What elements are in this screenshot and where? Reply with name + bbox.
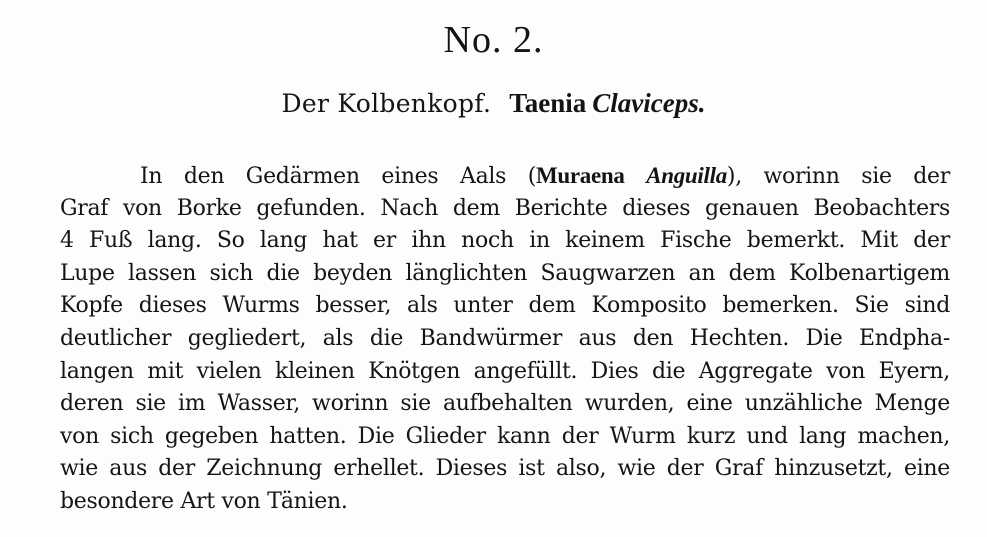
body-paragraph [60, 160, 950, 519]
heading-genus: Taenia [509, 88, 587, 118]
entry-number: No. 2. [443, 19, 544, 61]
text-line: von sich gegeben hatten. Die Glieder kann der Wurm kurz und lang machen, [60, 423, 950, 449]
text-segment: ), worinn sie der [726, 164, 950, 189]
latin-genus: Muraena [536, 163, 625, 188]
text-line: Graf von Borke gefunden. Nach dem Berichte dieses genauen Beobachters [60, 195, 950, 221]
text-line: Lupe lassen sich die beyden länglichten Saugwarzen an dem Kolbenartigem [60, 260, 950, 286]
text-line: deutlicher gegliedert, als die Bandwürmer aus den Hechten. Die Endpha- [60, 325, 950, 351]
text-line: besondere Art von Tänien. [60, 488, 348, 514]
text-line: deren sie im Wasser, worinn sie aufbehalten wurden, eine unzähliche Menge [60, 391, 950, 417]
text-line: langen mit vielen kleinen Knötgen angefüllt. Dies die Aggregate von Eyern, [60, 358, 950, 384]
heading-species: Claviceps. [592, 88, 706, 118]
latin-species: Anguilla [646, 163, 727, 188]
entry-heading [0, 88, 987, 119]
text-line: 4 Fuß lang. So lang hat er ihn noch in keinem Fische bemerkt. Mit der [60, 228, 950, 254]
text-line: wie aus der Zeichnung erhellet. Dieses ist also, wie der Graf hinzusetzt, eine [60, 456, 950, 482]
heading-german-name: Der Kolbenkopf. [281, 89, 492, 118]
text-segment: In den Gedärmen eines Aals ( [140, 164, 536, 189]
text-line [60, 160, 950, 193]
text-line: Kopfe dieses Wurms besser, als unter dem Komposito bemerken. Sie sind [60, 293, 950, 319]
